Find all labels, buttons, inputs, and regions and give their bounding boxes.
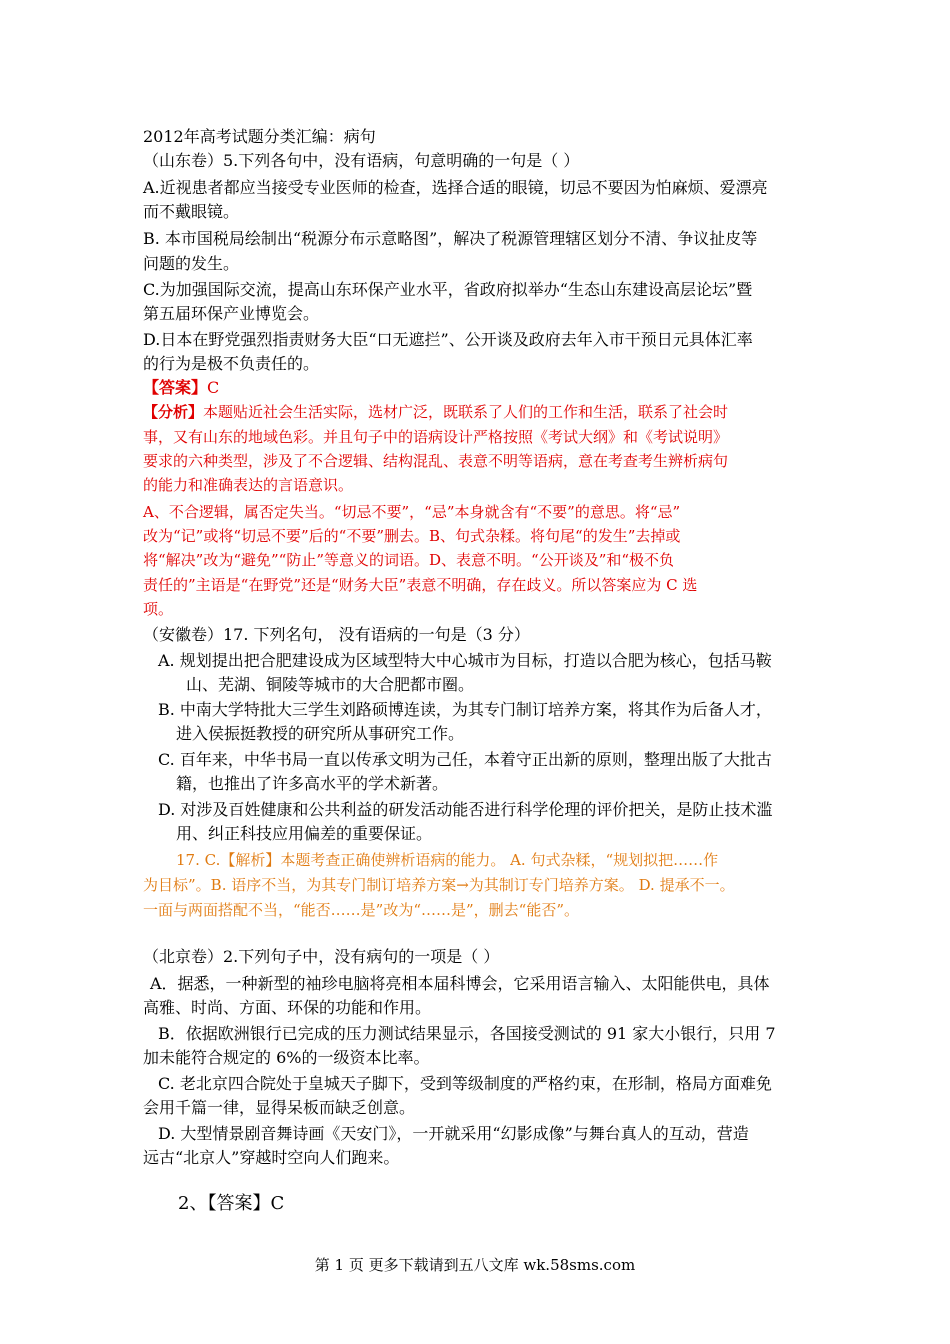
- anhui-option-d-line1: D. 对涉及百姓健康和公共利益的研发活动能否进行科学伦理的评价把关，是防止技术滥: [158, 800, 773, 819]
- shandong-question: （山东卷）5.下列各句中，没有语病，句意明确的一句是（ ）: [143, 151, 580, 170]
- shandong-analysis-line6: 改为“记”或将“切忌不要”后的“不要”删去。B、句式杂糅。将句尾“的发生”去掉或: [143, 527, 681, 545]
- analysis-text: 本题贴近社会生活实际，选材广泛，既联系了人们的工作和生活，联系了社会时: [203, 403, 729, 421]
- shandong-analysis-line5: A、不合逻辑，属否定失当。“切忌不要”，“忌”本身就含有“不要”的意思。将“忌”: [143, 503, 681, 521]
- shandong-analysis-line2: 事，又有山东的地域色彩。并且句子中的语病设计严格按照《考试大纲》和《考试说明》: [143, 428, 729, 446]
- answer-value: C: [207, 378, 220, 397]
- beijing-option-d-line1: D. 大型情景剧音舞诗画《天安门》，一开就采用“幻影成像”与舞台真人的互动，营造: [158, 1124, 749, 1143]
- anhui-option-b-line1: B. 中南大学特批大三学生刘路硕博连读，为其专门制订培养方案，将其作为后备人才，: [158, 700, 772, 719]
- anhui-explanation-line2: 为目标”。B. 语序不当，为其专门制订培养方案→为其制订专门培养方案。 D. 提承不一。: [143, 876, 735, 894]
- shandong-analysis-line9: 项。: [143, 600, 174, 618]
- beijing-option-c-line2: 会用千篇一律，显得呆板而缺乏创意。: [143, 1098, 416, 1117]
- beijing-option-a-line2: 高雅、时尚、方面、环保的功能和作用。: [143, 998, 432, 1017]
- anhui-option-c-line2: 籍，也推出了许多高水平的学术新著。: [176, 774, 449, 793]
- analysis-tag: 【分析】: [143, 403, 204, 421]
- answer-tag: 【答案】: [143, 378, 208, 397]
- shandong-option-c-line2: 第五届环保产业博览会。: [143, 304, 320, 323]
- shandong-option-b-line2: 问题的发生。: [143, 254, 240, 273]
- shandong-option-b-line1: B. 本市国税局绘制出“税源分布示意略图”，解决了税源管理辖区划分不清、争议扯皮等: [143, 229, 758, 248]
- anhui-explanation-line1: 17. C.【解析】本题考查正确使辨析语病的能力。 A. 句式杂糅，“规划拟把……作: [176, 851, 719, 869]
- anhui-option-b-line2: 进入侯振挺教授的研究所从事研究工作。: [176, 724, 465, 743]
- shandong-analysis-line3: 要求的六种类型，涉及了不合逻辑、结构混乱、表意不明等语病，意在考查考生辨析病句: [143, 452, 729, 470]
- shandong-analysis-line4: 的能力和准确表达的言语意识。: [143, 476, 354, 494]
- shandong-option-d-line2: 的行为是极不负责任的。: [143, 354, 320, 373]
- beijing-option-b-line2: 加未能符合规定的 6%的一级资本比率。: [143, 1048, 430, 1067]
- anhui-option-d-line2: 用、纠正科技应用偏差的重要保证。: [176, 824, 433, 843]
- shandong-option-a-line1: A.近视患者都应当接受专业医师的检查，选择合适的眼镜，切忌不要因为怕麻烦、爱漂亮: [143, 178, 768, 197]
- beijing-answer: 2、【答案】C: [178, 1193, 285, 1214]
- beijing-option-b-line1: B．依据欧洲银行已完成的压力测试结果显示，各国接受测试的 91 家大小银行，只用 7: [158, 1024, 776, 1043]
- shandong-analysis-line8: 责任的”主语是“在野党”还是“财务大臣”表意不明确，存在歧义。所以答案应为 C 选: [143, 576, 698, 594]
- shandong-option-c-line1: C.为加强国际交流，提高山东环保产业水平，省政府拟举办“生态山东建设高层论坛”暨: [143, 280, 753, 299]
- anhui-option-a-line2: 山、芜湖、铜陵等城市的大合肥都市圈。: [186, 675, 475, 694]
- anhui-explanation-line3: 一面与两面搭配不当，“能否……是”改为“……是”，删去“能否”。: [143, 901, 580, 919]
- shandong-answer: [143, 378, 219, 398]
- anhui-question: （安徽卷）17. 下列名句， 没有语病的一句是（3 分）: [143, 625, 530, 644]
- beijing-question: （北京卷）2.下列句子中，没有病句的一项是（ ）: [143, 947, 500, 966]
- anhui-option-c-line1: C. 百年来，中华书局一直以传承文明为己任，本着守正出新的原则，整理出版了大批古: [158, 750, 772, 769]
- document-title: 2012年高考试题分类汇编：病句: [143, 127, 376, 146]
- shandong-analysis-line1: [143, 402, 728, 422]
- shandong-option-d-line1: D.日本在野党强烈指责财务大臣“口无遮拦”、公开谈及政府去年入市干预日元具体汇率: [143, 330, 753, 349]
- anhui-option-a-line1: A. 规划提出把合肥建设成为区域型特大中心城市为目标，打造以合肥为核心，包括马鞍: [158, 651, 772, 670]
- beijing-option-a-line1: A．据悉，一种新型的袖珍电脑将亮相本届科博会，它采用语言输入、太阳能供电，具体: [150, 974, 770, 993]
- page-footer: 第 1 页 更多下载请到五八文库 wk.58sms.com: [314, 1256, 636, 1274]
- shandong-analysis-line7: 将“解决”改为“避免”“防止”等意义的词语。D、表意不明。“公开谈及”和“极不负: [143, 551, 675, 569]
- beijing-option-d-line2: 远古“北京人”穿越时空向人们跑来。: [143, 1148, 400, 1167]
- shandong-option-a-line2: 而不戴眼镜。: [143, 202, 240, 221]
- beijing-option-c-line1: C. 老北京四合院处于皇城天子脚下，受到等级制度的严格约束，在形制，格局方面难免: [158, 1074, 772, 1093]
